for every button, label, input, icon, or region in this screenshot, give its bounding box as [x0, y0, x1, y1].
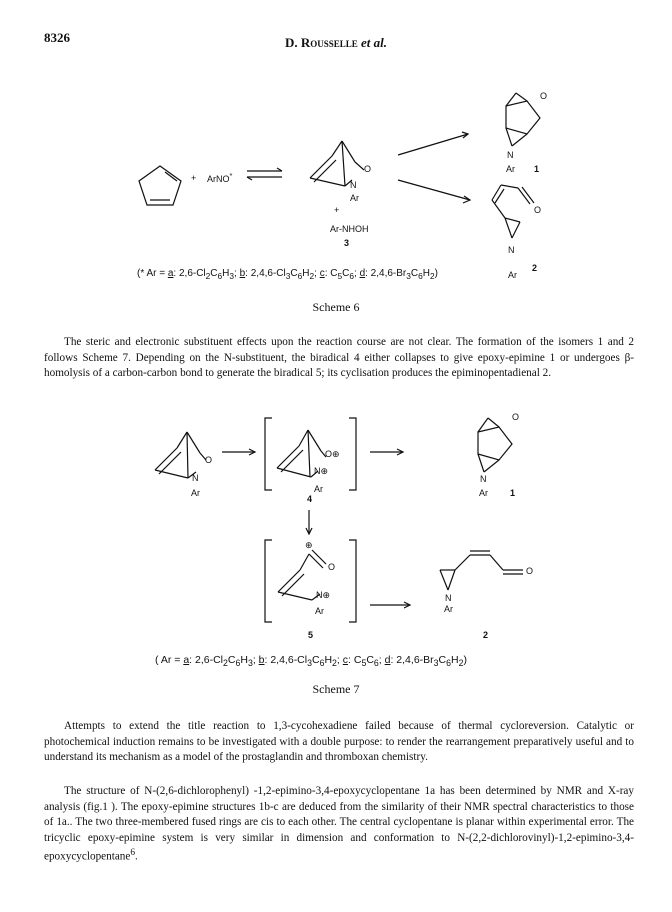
- product-2-ar-label: Ar: [508, 270, 517, 280]
- fn-part: ): [463, 654, 467, 666]
- fn-part: c: [319, 268, 325, 279]
- reagent-star: *: [229, 171, 233, 180]
- fn-part: a: [167, 268, 174, 279]
- fn-part: 6: [297, 271, 303, 281]
- paragraph-2: [44, 719, 634, 766]
- int5-n-radical: ⊕: [322, 590, 331, 600]
- fn-part: ;: [378, 654, 385, 666]
- s7-int4-ar-label: Ar: [314, 484, 323, 494]
- fn-part: 6: [418, 271, 423, 281]
- s7-product-1-n-label: N: [480, 474, 487, 484]
- fn-part: 2: [309, 271, 315, 281]
- s7-product-1-o-label: O: [512, 412, 520, 422]
- running-head-author: D. Rousselle: [284, 35, 358, 50]
- paragraph-2-text: Attempts to extend the title reaction to 1,3-cycohexadiene failed because of thermal cycloreversion. Catalytic or photochemical induction remains to be investigated with a double purpose: to render the rearrangement preparatively useful and to understand its mechanism as a model of the prostaglandin and thromboxan chemistry.: [44, 720, 634, 763]
- fn-part: c: [342, 654, 349, 666]
- bracket-4-right: [349, 418, 356, 490]
- s7-int4-number: 4: [307, 494, 313, 504]
- int4-o: O: [325, 449, 333, 459]
- paragraph-1-text: The steric and electronic substituent effects upon the reaction course are not clear. The formation of the isomers 1 and 2 follows Scheme 7. Depending on the N-substituent, the biradical 4 either collapses to give epoxy-epimine 1 or undergoes β-homolysis of a carbon-carbon bond to generate the biradical 5; its cyclisation produces the epiminopentadienal 2.: [44, 336, 634, 379]
- scheme-6-caption: Scheme 6: [312, 300, 360, 314]
- fn-part: d: [384, 654, 391, 666]
- fn-part: 3: [433, 658, 439, 669]
- int5-n: N: [316, 590, 323, 600]
- fn-part: : 2,4,6-Cl: [245, 268, 286, 279]
- product-2-n-label: N: [508, 245, 515, 255]
- fn-part: ( Ar =: [155, 654, 184, 666]
- fn-part: : C: [324, 268, 338, 279]
- fn-part: 2: [430, 271, 435, 281]
- fn-part: a: [183, 654, 190, 666]
- fn-part: C: [227, 654, 236, 666]
- paragraph-3-body: The structure of N-(2,6-dichlorophenyl) -1,2-epimino-3,4-epoxycyclopentane 1a has been determined by NMR and X-ray analysis (fig.1 ). The epoxy-epimine structures 1b-c are deduced from the similarity of their NMR spectral characteristics to those of 1a.. The two three-membered fused rings are cis to each other. The central cyclopentane is planar within experimental error. The tricyclic epoxy-epimine system is very similar in dimension and conformation to N-(2,2-dichlorovinyl)-1,2-epimino-3,4-epoxycyclopentane: [44, 785, 634, 863]
- s7-int5-o-label: O: [328, 562, 336, 572]
- fn-part: 6: [235, 658, 241, 669]
- fn-part: 5: [337, 271, 343, 281]
- fn-part: ;: [354, 268, 360, 279]
- fn-part: : 2,4,6-Cl: [264, 654, 308, 666]
- s7-product-2-number: 2: [483, 630, 489, 640]
- fn-part: 6: [319, 658, 325, 669]
- scheme-7-footnote: [155, 654, 467, 668]
- reagent-label: ArNO: [207, 174, 230, 184]
- fn-part: 2: [332, 658, 337, 669]
- s7-product-1: [478, 418, 512, 472]
- product-1-number: 1: [534, 164, 540, 174]
- bracket-4-left: [265, 418, 272, 490]
- fn-part: H: [222, 268, 230, 279]
- int4-o-radical: ⊕: [332, 449, 340, 459]
- fn-part: 5: [361, 658, 367, 669]
- fn-part: C: [438, 654, 447, 666]
- s7-start-o-label: O: [205, 455, 213, 465]
- s7-product-2-o-label: O: [526, 566, 534, 576]
- paragraph-3-text: [44, 784, 634, 865]
- fn-part: 2: [458, 658, 464, 669]
- fn-part: 3: [247, 658, 253, 669]
- s7-int5-ar-label: Ar: [315, 606, 324, 616]
- bicyclic-o-label: O: [364, 164, 372, 174]
- paragraph-3-end: .: [135, 850, 138, 863]
- bicyclic-ar-label: Ar: [350, 193, 359, 203]
- paragraph-3: [44, 784, 634, 865]
- fn-part: H: [302, 268, 310, 279]
- fn-part: b: [239, 268, 246, 279]
- product-1-o-label: O: [540, 91, 548, 101]
- s7-product-2-ar-label: Ar: [444, 604, 453, 614]
- fn-part: C: [210, 268, 218, 279]
- fn-part: ): [434, 268, 438, 279]
- running-head-etal: et al.: [361, 35, 388, 50]
- s7-start-n-label: N: [192, 473, 199, 483]
- s7-product-2: [440, 551, 523, 590]
- product-2-number: 2: [532, 263, 538, 273]
- fn-part: : C: [348, 654, 362, 666]
- product-1-ar-label: Ar: [506, 164, 515, 174]
- fn-part: d: [359, 268, 366, 279]
- fn-part: : 2,6-Cl: [173, 268, 206, 279]
- int4-n-radical: ⊕: [320, 466, 329, 476]
- fn-part: C: [410, 268, 419, 279]
- fn-part: C: [311, 654, 320, 666]
- s7-start-bicyclic: [155, 432, 206, 478]
- page-number: 8326: [44, 30, 70, 45]
- fn-part: 3: [229, 271, 235, 281]
- s7-int5-number: 5: [308, 630, 314, 640]
- s7-product-1-ar-label: Ar: [479, 488, 488, 498]
- fn-part: 6: [446, 658, 451, 669]
- fn-part: b: [258, 654, 265, 666]
- reference-6: 6: [130, 848, 136, 858]
- fn-part: H: [240, 654, 248, 666]
- bracket-5-left: [265, 540, 272, 622]
- plus-sign: +: [191, 173, 197, 183]
- s7-product-2-n-label: N: [445, 593, 452, 603]
- fn-part: : 2,4,6-Br: [390, 654, 434, 666]
- fn-part: ;: [314, 268, 320, 279]
- s7-product-1-number: 1: [510, 488, 516, 498]
- fn-part: C: [290, 268, 298, 279]
- fn-part: 6: [373, 658, 379, 669]
- s7-int4-o-label: [325, 449, 340, 460]
- fn-part: C: [366, 654, 374, 666]
- fn-part: ;: [252, 654, 259, 666]
- fn-part: H: [422, 268, 431, 279]
- s7-int5-n-label: [316, 590, 330, 601]
- int4-n: N: [314, 466, 321, 476]
- scheme-7-caption: Scheme 7: [312, 682, 360, 696]
- fn-part: 6: [349, 271, 354, 281]
- s7-int5-c-radical: ⊕: [305, 540, 313, 550]
- bracket-5-right: [349, 540, 356, 622]
- fn-part: 3: [285, 271, 291, 281]
- byproduct-number: 3: [344, 238, 350, 248]
- fn-part: : 2,6-Cl: [189, 654, 223, 666]
- fn-part: 2: [223, 658, 228, 669]
- fn-part: : 2,4,6-Br: [365, 268, 407, 279]
- s7-int4-n-label: [314, 466, 328, 477]
- product-2-o-label: O: [534, 205, 542, 215]
- fn-part: 2: [205, 271, 211, 281]
- fn-part: ;: [234, 268, 240, 279]
- fn-part: 6: [217, 271, 223, 281]
- fn-part: (* Ar =: [137, 268, 168, 279]
- fn-part: C: [342, 268, 350, 279]
- fn-part: H: [324, 654, 333, 666]
- bicyclic-n-label: N: [350, 180, 357, 190]
- fn-part: ;: [336, 654, 343, 666]
- fn-part: 3: [307, 658, 312, 669]
- plus-sign-2: +: [334, 205, 340, 215]
- fn-part: 3: [406, 271, 411, 281]
- product-1-n-label: N: [507, 150, 514, 160]
- byproduct-label: Ar-NHOH: [330, 224, 369, 234]
- fn-part: H: [451, 654, 459, 666]
- s7-start-ar-label: Ar: [191, 488, 200, 498]
